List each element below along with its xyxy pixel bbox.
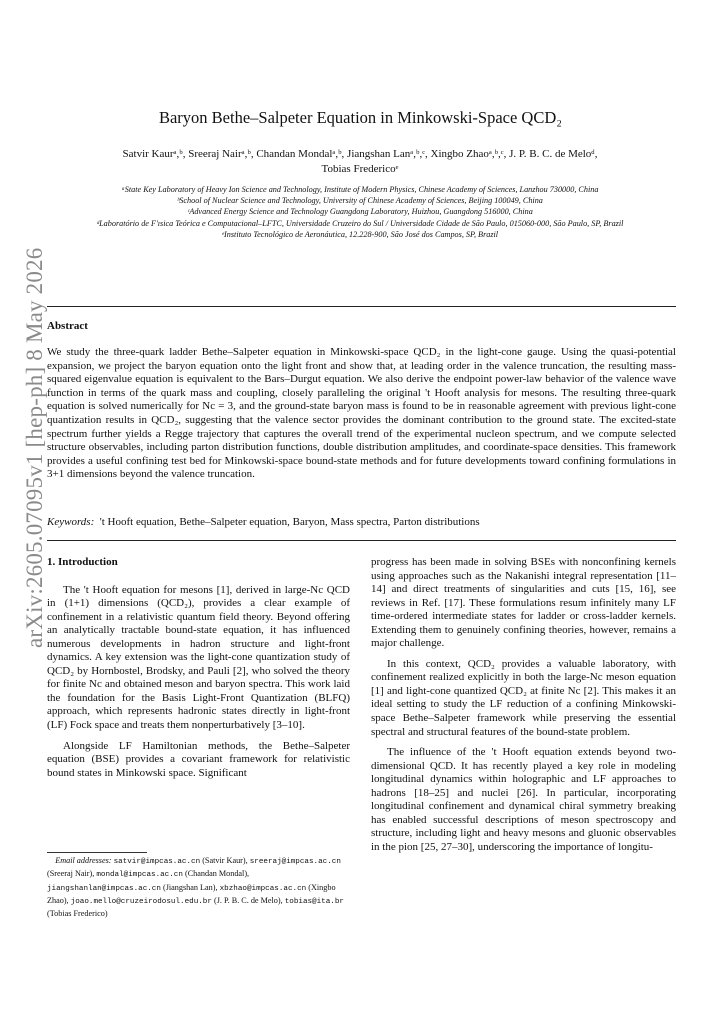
keywords-text: 't Hooft equation, Bethe–Salpeter equation, Baryon, Mass spectra, Parton distributions — [99, 516, 480, 528]
abstract-text: We study the three-quark ladder Bethe–Salpeter equation in Minkowski-space QCD₂ in the light-cone gauge. Using the quasi-potential expansion, we project the baryon equation onto the light front and show that, at leading order in the valence truncation, the resulting mass-squared eigenvalue equation is equivalent to the Bars–Durgut equation. We also derive the endpoint power-law behavior of the valence wave function in terms of the quark mass and coupling, closely paralleling the original 't Hooft analysis for mesons. The resulting three-quark equation is solved numerically for Nc = 3, and the ground-state baryon mass is found to be in reasonable agreement with previous light-cone quantization results in QCD₂, suggesting that the valence sector provides the dominant contribution to the ground state. The excited-state spectrum further yields a Regge trajectory that captures the overall trend of the experimental nucleon spectrum, and we compute selected structure observables, including parton distribution functions, double distribution amplitudes, and coordinate-space densities. This framework provides a useful confining test bed for Minkowski-space bound-state methods and for future developments toward confining formulations in 3+1 dimensions beyond the valence truncation. — [47, 346, 676, 481]
email-address[interactable]: xbzhao@impcas.ac.cn — [219, 884, 307, 893]
left-column — [47, 556, 350, 787]
body-paragraph: Alongside LF Hamiltonian methods, the Bethe–Salpeter equation (BSE) provides a covariant framework for relativistic bound states in Minkowski space. Significant — [47, 739, 350, 779]
email-address[interactable]: sreeraj@impcas.ac.cn — [249, 858, 341, 866]
author-line: Satvir Kaurᵃ,ᵇ, Sreeraj Nairᵃ,ᵇ, Chandan Mondalᵃ,ᵇ, Jiangshan Lanᵃ,ᵇ,ᶜ, Xingbo Zhaoᵃ,ᵇ,ᶜ, J. P. B. C. de Meloᵈ, — [122, 148, 598, 160]
email-address[interactable]: joao.mello@cruzeirodosul.edu.br — [70, 897, 212, 906]
email-owner: (Jiangshan Lan), — [162, 882, 218, 892]
abstract-top-rule — [47, 306, 676, 307]
body-paragraph: The influence of the 't Hooft equation extends beyond two-dimensional QCD. It has recently played a key role in modeling longitudinal dynamics within holographic and LF approaches to hadrons [18–25] and nuclei [26]. In particular, incorporating longitudinal confinement and dynamical chiral symmetry breaking has enabled successful descriptions of meson spectroscopy and structure, including light and heavy mesons and gluonic observables in the pion [25, 27–30], underscoring the importance of longitu- — [371, 746, 676, 853]
footnote-rule — [47, 852, 147, 853]
author-line: Tobias Fredericoᵉ — [321, 163, 399, 175]
keywords-label: Keywords: — [47, 516, 95, 528]
email-owner: (Satvir Kaur), — [202, 856, 248, 865]
email-address[interactable]: tobias@ita.br — [284, 897, 344, 906]
affiliation: ᵈLaboratório de F'ısica Teórica e Computacional–LFTC, Universidade Cruzeiro do Sul / Universidade Cidade de São Paulo, 015060-000, São Paulo, SP, Brazil — [96, 218, 624, 228]
footnote-emails — [47, 855, 352, 919]
email-owner: (Xingbo Zhao), — [47, 882, 336, 905]
author-list — [60, 147, 660, 177]
email-address[interactable]: mondal@impcas.ac.cn — [96, 871, 183, 880]
email-owner: (Chandan Mondal), — [184, 869, 250, 879]
footnote-label: Email addresses: — [55, 856, 112, 865]
email-owner: (Sreeraj Nair), — [47, 869, 95, 879]
abstract-heading: Abstract — [47, 320, 88, 332]
affiliation: ᵇSchool of Nuclear Science and Technology, University of Chinese Academy of Sciences, Beijing 100049, China — [177, 196, 543, 206]
affiliation: ᵉInstituto Tecnológico de Aeronáutica, 12.228-900, São José dos Campos, SP, Brazil — [221, 229, 499, 239]
email-address[interactable]: satvir@impcas.ac.cn — [113, 858, 201, 866]
email-owner: (Tobias Frederico) — [47, 909, 108, 919]
abstract-bottom-rule — [47, 540, 676, 541]
paper-title: Baryon Bethe–Salpeter Equation in Minkowski-Space QCD₂ — [158, 108, 563, 127]
arxiv-identifier-stamp: arXiv:2605.07095v1 [hep-ph] 8 May 2026 — [22, 247, 47, 648]
keywords — [47, 516, 676, 528]
affiliation: ᶜAdvanced Energy Science and Technology Guangdong Laboratory, Huizhou, Guangdong 516000, China — [187, 207, 533, 217]
body-paragraph: progress has been made in solving BSEs with nonconfining kernels using approaches such as the Nakanishi integral representation [11–14] and direct treatments of singularities and cuts [15, 16], see reviews in Ref. [17]. These formulations resum infinitely many LF time-ordered intermediate states for ladder or cross-ladder kernels. Extending them to genuinely confining theories, however, remains a major challenge. — [371, 556, 676, 650]
email-address[interactable]: jiangshanlan@impcas.ac.cn — [47, 884, 161, 893]
section-heading: 1. Introduction — [47, 556, 118, 568]
body-paragraph: The 't Hooft equation for mesons [1], derived in large-Nc QCD in (1+1) dimensions (QCD₂), provides a clear example of confinement in a relativistic quantum field theory. Beyond offering an analytically tractable bound-state equation, it has influenced numerous developments in hadron structure and light-front dynamics. A key extension was the light-cone quantization study of QCD₂ by Hornbostel, Brodsky, and Pauli [2], who solved the theory for finite Nc and obtained meson and baryon spectra. This work laid the foundation for the Basis Light-Front Quantization (BLFQ) approach, which represents hadronic states directly in light-front (LF) Fock space and treats them nonperturbatively [3–10]. — [47, 583, 350, 732]
email-owner: (J. P. B. C. de Melo), — [213, 895, 283, 905]
right-column — [371, 556, 676, 861]
affiliation: ᵃState Key Laboratory of Heavy Ion Science and Technology, Institute of Modern Physics, Chinese Academy of Sciences, Lanzhou 730000, China — [121, 185, 599, 194]
affiliation-list — [45, 184, 675, 240]
body-paragraph: In this context, QCD₂ provides a valuable laboratory, with confinement realized explicitly in both the large-Nc meson equation [1] and light-cone quantized QCD₂ at finite Nc [2]. This makes it an ideal setting to study the LF reduction of a confining Minkowski-space Bethe–Salpeter framework while preserving the essential spectral and structural features of the bound-state problem. — [371, 657, 676, 738]
